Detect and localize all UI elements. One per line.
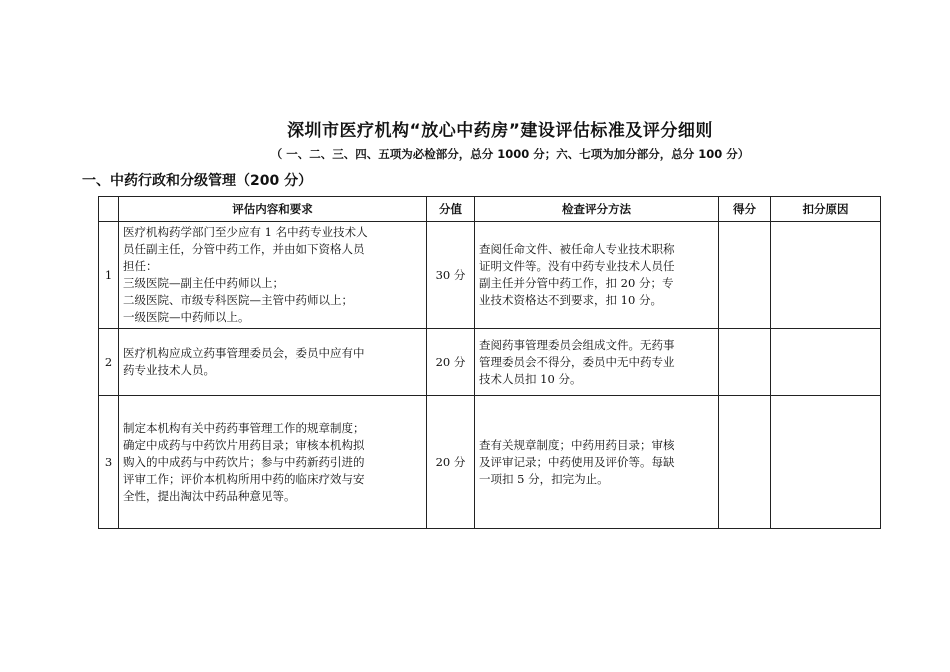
row-content xyxy=(119,222,427,329)
header-reason: 扣分原因 xyxy=(771,197,881,222)
content-line: 员任副主任，分管中药工作，并由如下资格人员 xyxy=(123,242,365,256)
method-line: 查阅任命文件、被任命人专业技术职称 xyxy=(479,242,675,256)
content-line: 评审工作；评价本机构所用中药的临床疗效与安 xyxy=(123,471,365,486)
header-got: 得分 xyxy=(719,197,771,222)
row-number: 2 xyxy=(99,329,119,396)
row-method xyxy=(475,396,719,529)
row-method xyxy=(475,222,719,329)
method-line: 查阅药事管理委员会组成文件。无药事 xyxy=(479,337,675,352)
method-line: 副主任并分管中药工作，扣 20 分；专 xyxy=(479,276,674,290)
content-line: 全性，提出淘汰中药品种意见等。 xyxy=(123,488,296,503)
row-deduct-reason xyxy=(771,222,881,329)
content-line: 医疗机构应成立药事管理委员会，委员中应有中 xyxy=(123,346,365,360)
row-got-score xyxy=(719,329,771,396)
method-line: 管理委员会不得分，委员中无中药专业 xyxy=(479,354,675,369)
evaluation-table xyxy=(98,196,881,529)
row-got-score xyxy=(719,396,771,529)
row-deduct-reason xyxy=(771,329,881,396)
content-line: 制定本机构有关中药药事管理工作的规章制度； xyxy=(123,420,365,435)
row-score: 20 分 xyxy=(427,329,475,396)
content-line: 二级医院、市级专科医院—主管中药师以上； xyxy=(123,293,353,307)
method-line: 技术人员扣 10 分。 xyxy=(479,371,582,386)
header-method: 检查评分方法 xyxy=(475,197,719,222)
content-line: 医疗机构药学部门至少应有 1 名中药专业技术人 xyxy=(123,225,368,239)
row-number: 3 xyxy=(99,396,119,529)
row-score: 30 分 xyxy=(427,222,475,329)
content-line: 药专业技术人员。 xyxy=(123,363,215,377)
table-row xyxy=(99,222,881,329)
row-content xyxy=(119,396,427,529)
method-line: 业技术资格达不到要求，扣 10 分。 xyxy=(479,293,662,307)
header-num xyxy=(99,197,119,222)
row-number: 1 xyxy=(99,222,119,329)
content-line: 购入的中成药与中药饮片；参与中药新药引进的 xyxy=(123,454,365,469)
row-score: 20 分 xyxy=(427,396,475,529)
document-title: 深圳市医疗机构“放心中药房”建设评估标准及评分细则 xyxy=(287,121,713,141)
row-deduct-reason xyxy=(771,396,881,529)
table-row xyxy=(99,396,881,529)
content-line: 确定中成药与中药饮片用药目录；审核本机构拟 xyxy=(123,437,365,452)
document-subtitle: （ 一、二、三、四、五项为必检部分，总分 1000 分；六、七项为加分部分，总分 100 分） xyxy=(270,147,750,161)
content-line: 一级医院—中药师以上。 xyxy=(123,310,250,324)
header-content: 评估内容和要求 xyxy=(119,197,427,222)
method-line: 查有关规章制度；中药用药目录；审核 xyxy=(479,437,675,452)
row-got-score xyxy=(719,222,771,329)
section-heading: 一、中药行政和分级管理（200 分） xyxy=(82,173,313,189)
method-line: 一项扣 5 分，扣完为止。 xyxy=(479,471,609,486)
row-content xyxy=(119,329,427,396)
content-line: 三级医院—副主任中药师以上； xyxy=(123,276,284,290)
method-line: 证明文件等。没有中药专业技术人员任 xyxy=(479,259,675,273)
content-line: 担任： xyxy=(123,259,158,273)
method-line: 及评审记录；中药使用及评价等。每缺 xyxy=(479,454,675,469)
header-score: 分值 xyxy=(427,197,475,222)
row-method xyxy=(475,329,719,396)
table-row xyxy=(99,329,881,396)
table-header-row xyxy=(99,197,881,222)
